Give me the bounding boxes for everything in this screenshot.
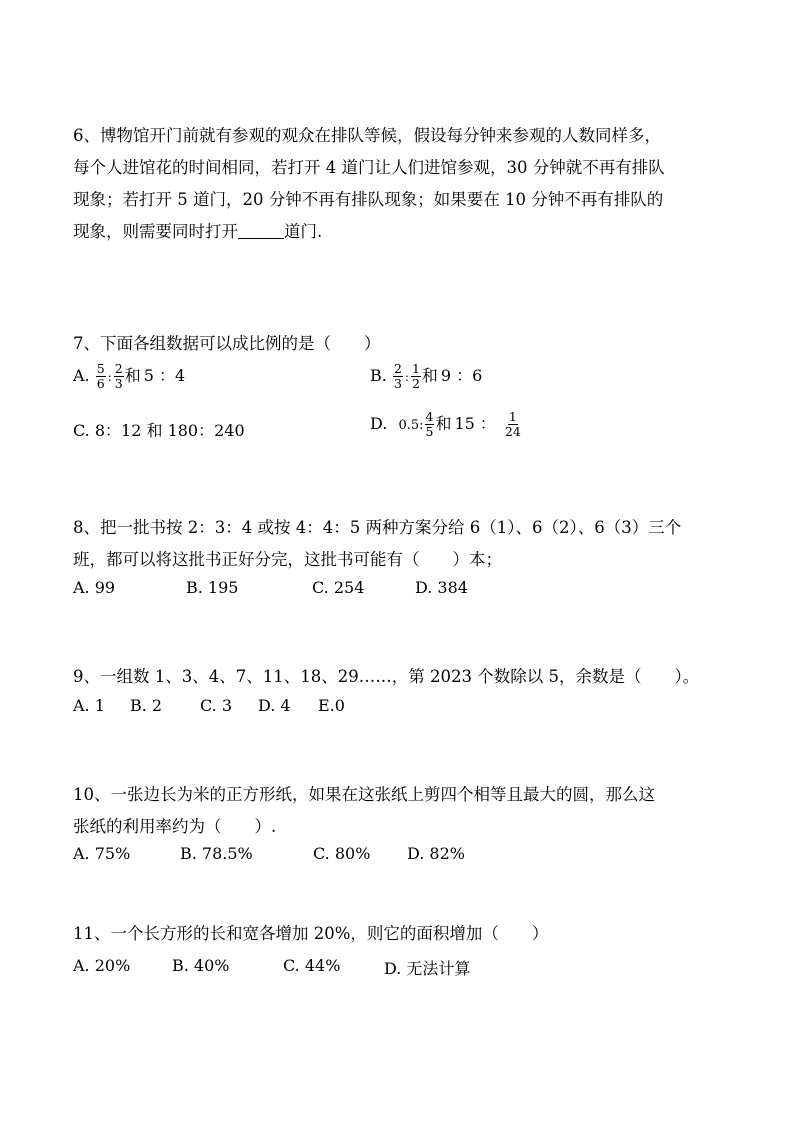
and-word: 和 — [435, 414, 452, 433]
answer-blank[interactable] — [238, 220, 284, 239]
option-label: D. — [370, 414, 388, 433]
q8-option-a[interactable]: A. 99 — [73, 578, 116, 597]
q11-option-a[interactable]: A. 20% — [73, 956, 131, 975]
q7-option-b — [370, 362, 482, 391]
q10-option-a[interactable]: A. 75% — [73, 844, 131, 863]
denominator: 24 — [504, 424, 521, 439]
q11-option-b[interactable]: B. 40% — [172, 956, 230, 975]
q7-stem: 7、下面各组数据可以成比例的是（ ） — [73, 334, 381, 353]
question-9 — [73, 661, 699, 693]
q10-line-1: 10、一张边长为米的正方形纸，如果在这张纸上剪四个相等且最大的圆，那么这 — [73, 785, 655, 804]
numerator: 1 — [411, 361, 420, 376]
and-word: 和 — [124, 366, 141, 385]
q9-option-a[interactable]: A. 1 — [73, 696, 105, 715]
q8-line-2: 班，都可以将这批书正好分完，这批书可能有（ ）本； — [73, 550, 502, 569]
ratio-colon: : — [404, 369, 409, 384]
numerator: 4 — [425, 409, 434, 424]
numerator: 2 — [393, 361, 402, 376]
q6-line-4-before: 现象，则需要同时打开 — [73, 222, 238, 241]
q8-line-1: 8、把一批书按 2：3：4 或按 4：4：5 两种方案分给 6（1）、6（2）、6（3）三个 — [73, 518, 682, 537]
q7-option-c — [73, 418, 245, 441]
numerator: 1 — [508, 409, 517, 424]
q7-option-a — [73, 362, 185, 391]
q10-option-c[interactable]: C. 80% — [313, 844, 371, 863]
q6-line-4 — [73, 216, 665, 248]
q11-stem: 11、一个长方形的长和宽各增加 20%，则它的面积增加（ ） — [73, 924, 549, 943]
ratio-text: 9 ：6 — [440, 366, 483, 385]
ratio-text: 5 ：4 — [143, 366, 186, 385]
question-10 — [73, 779, 655, 843]
q6-line-4-after: 道门. — [284, 222, 323, 241]
q10-option-b[interactable]: B. 78.5% — [180, 844, 253, 863]
decimal-text: 0.5: — [398, 418, 424, 433]
option-label: A. — [73, 366, 90, 385]
question-6 — [73, 120, 665, 248]
question-8 — [73, 512, 681, 576]
q9-stem: 9、一组数 1、3、4、7、11、18、29……，第 2023 个数除以 5，余数是（ ）。 — [73, 667, 700, 686]
q9-option-e[interactable]: E.0 — [318, 696, 345, 715]
option-label: B. — [370, 366, 387, 385]
q9-option-c[interactable]: C. 3 — [200, 696, 233, 715]
q8-option-b[interactable]: B. 195 — [186, 578, 239, 597]
q11-option-c[interactable]: C. 44% — [283, 956, 341, 975]
denominator: 6 — [96, 376, 105, 391]
q9-option-b[interactable]: B. 2 — [130, 696, 163, 715]
denominator: 2 — [411, 376, 420, 391]
denominator: 3 — [114, 376, 123, 391]
and-word: 和 — [421, 366, 438, 385]
q10-line-2: 张纸的利用率约为（ ）. — [73, 817, 277, 836]
q7-option-d — [370, 410, 523, 439]
ratio-colon: : — [107, 369, 112, 384]
question-7 — [73, 328, 381, 360]
q6-line-1: 6、博物馆开门前就有参观的观众在排队等候，假设每分钟来参观的人数同样多， — [73, 126, 661, 145]
q8-option-d[interactable]: D. 384 — [415, 578, 468, 597]
q8-option-c[interactable]: C. 254 — [312, 578, 365, 597]
q6-line-2: 每个人进馆花的时间相同，若打开 4 道门让人们进馆参观，30 分钟就不再有排队 — [73, 158, 665, 177]
fraction — [114, 362, 124, 391]
numerator: 2 — [114, 361, 123, 376]
option-label: C. — [73, 421, 90, 440]
ratio-text: 15 ： — [454, 414, 496, 433]
q11-option-d[interactable]: D. 无法计算 — [384, 959, 471, 978]
question-11 — [73, 918, 548, 950]
option-text: 8：12 和 180：240 — [94, 421, 245, 440]
fraction — [425, 410, 435, 439]
denominator: 3 — [393, 376, 402, 391]
fraction — [96, 362, 106, 391]
fraction — [504, 410, 522, 439]
numerator: 5 — [96, 361, 105, 376]
q9-option-d[interactable]: D. 4 — [258, 696, 291, 715]
q6-line-3: 现象；若打开 5 道门，20 分钟不再有排队现象；如果要在 10 分钟不再有排队的 — [73, 190, 664, 209]
fraction — [393, 362, 403, 391]
denominator: 5 — [425, 424, 434, 439]
q10-option-d[interactable]: D. 82% — [407, 844, 465, 863]
fraction — [411, 362, 421, 391]
